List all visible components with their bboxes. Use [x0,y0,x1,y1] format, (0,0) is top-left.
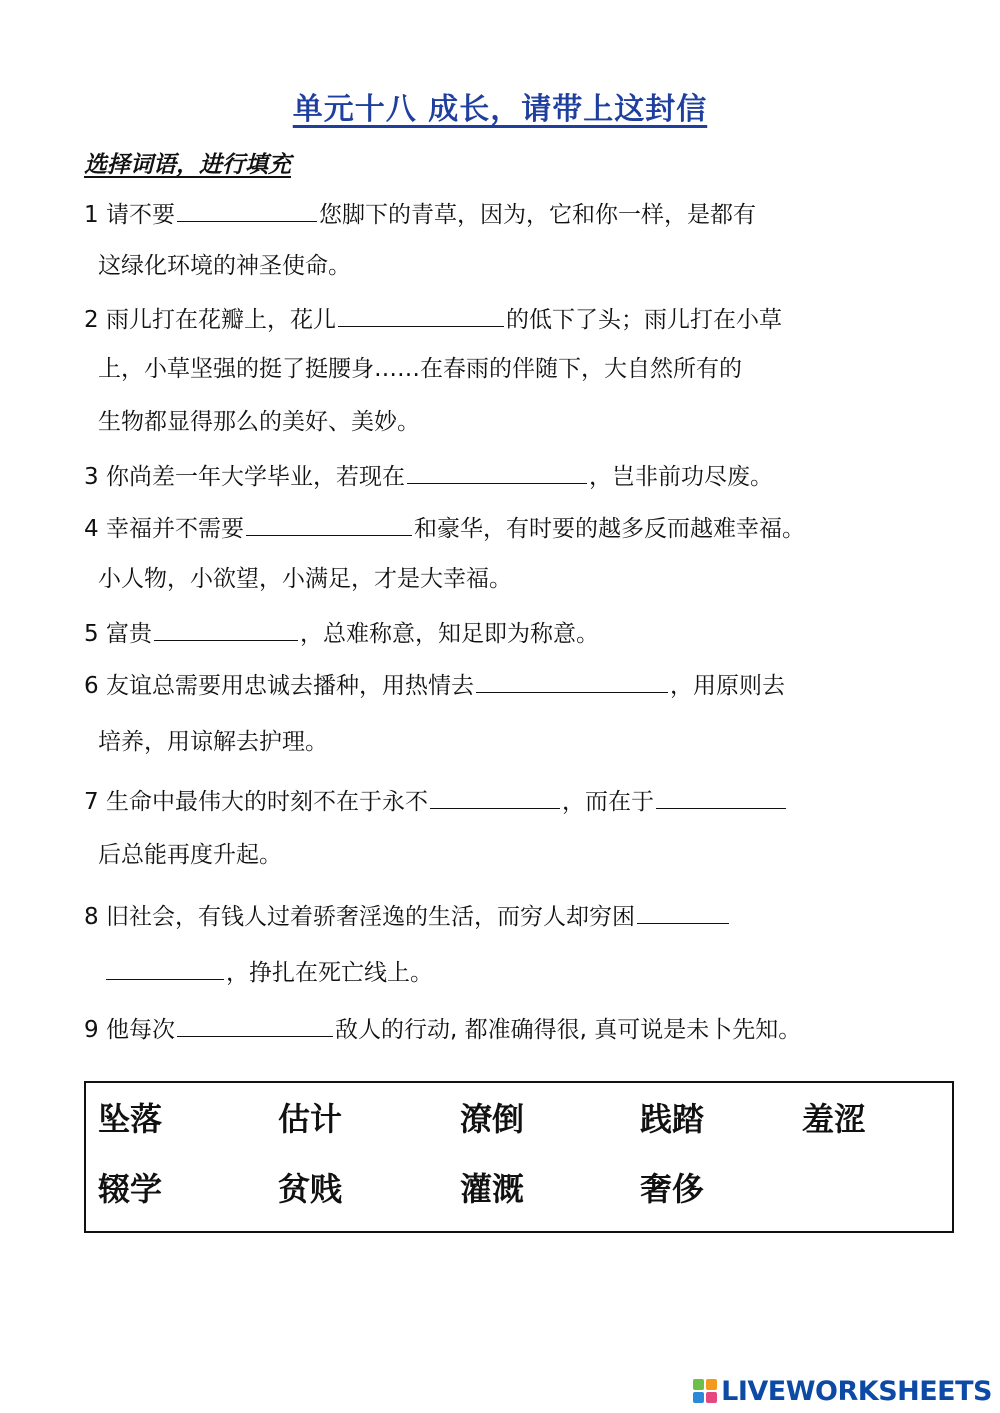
answer-blank-3[interactable] [407,459,587,484]
answer-blank-4[interactable] [246,511,412,536]
question-7: 7 生命中最伟大的时刻不在于永不 ，而在于 [84,784,788,817]
question-3: 3 你尚差一年大学毕业，若现在 ，岂非前功尽废。 [84,459,773,492]
word-bank-item: 践踏 [640,1100,705,1138]
question-6-cont: 培养，用谅解去护理。 [98,729,328,755]
question-8: 8 旧社会，有钱人过着骄奢淫逸的生活，而穷人却穷困 [84,899,731,932]
liveworksheets-logo [693,1374,992,1408]
word-bank-item: 坠落 [98,1100,163,1138]
word-bank-item: 贫贱 [278,1170,343,1208]
question-4-cont: 小人物，小欲望，小满足，才是大幸福。 [98,566,512,592]
question-1: 1 请不要 您脚下的青草，因为，它和你一样，是都有 [84,197,756,230]
answer-blank-9[interactable] [177,1012,333,1037]
word-bank-item: 灌溉 [460,1170,525,1208]
question-6: 6 友谊总需要用忠诚去播种，用热情去 ，用原则去 [84,668,785,701]
word-bank-item: 奢侈 [640,1170,705,1208]
question-2-cont-1: 上，小草坚强的挺了挺腰身……在春雨的伴随下，大自然所有的 [98,356,742,382]
question-9: 9 他每次 敌人的行动, 都准确得很, 真可说是未卜先知。 [84,1012,801,1045]
question-4: 4 幸福并不需要 和豪华，有时要的越多反而越难幸福。 [84,511,805,544]
word-bank-item: 羞涩 [802,1100,867,1138]
answer-blank-8[interactable] [637,899,729,924]
question-1-cont: 这绿化环境的神圣使命。 [98,253,351,279]
question-2: 2 雨儿打在花瓣上，花儿 的低下了头；雨儿打在小草 [84,302,782,335]
answer-blank-7b[interactable] [656,784,786,809]
page-title: 单元十八 成长，请带上这封信 [292,92,708,127]
answer-blank-5[interactable] [154,616,298,641]
answer-blank-1[interactable] [177,197,317,222]
question-8-cont: ，挣扎在死亡线上。 [104,955,433,988]
word-bank-item: 估计 [278,1100,343,1138]
instruction-heading: 选择词语，进行填充 [84,152,291,178]
answer-blank-7a[interactable] [430,784,560,809]
brand-name: LIVEWORKSHEETS [721,1375,992,1407]
question-5: 5 富贵 ，总难称意，知足即为称意。 [84,616,599,649]
answer-blank-8-cont[interactable] [106,955,224,980]
liveworksheets-logo-icon [693,1379,717,1403]
word-bank-item: 潦倒 [460,1100,525,1138]
answer-blank-6[interactable] [476,668,668,693]
word-bank-item: 辍学 [98,1170,163,1208]
question-7-cont: 后总能再度升起。 [98,842,282,868]
answer-blank-2[interactable] [338,302,504,327]
question-2-cont-2: 生物都显得那么的美好、美妙。 [98,409,420,435]
